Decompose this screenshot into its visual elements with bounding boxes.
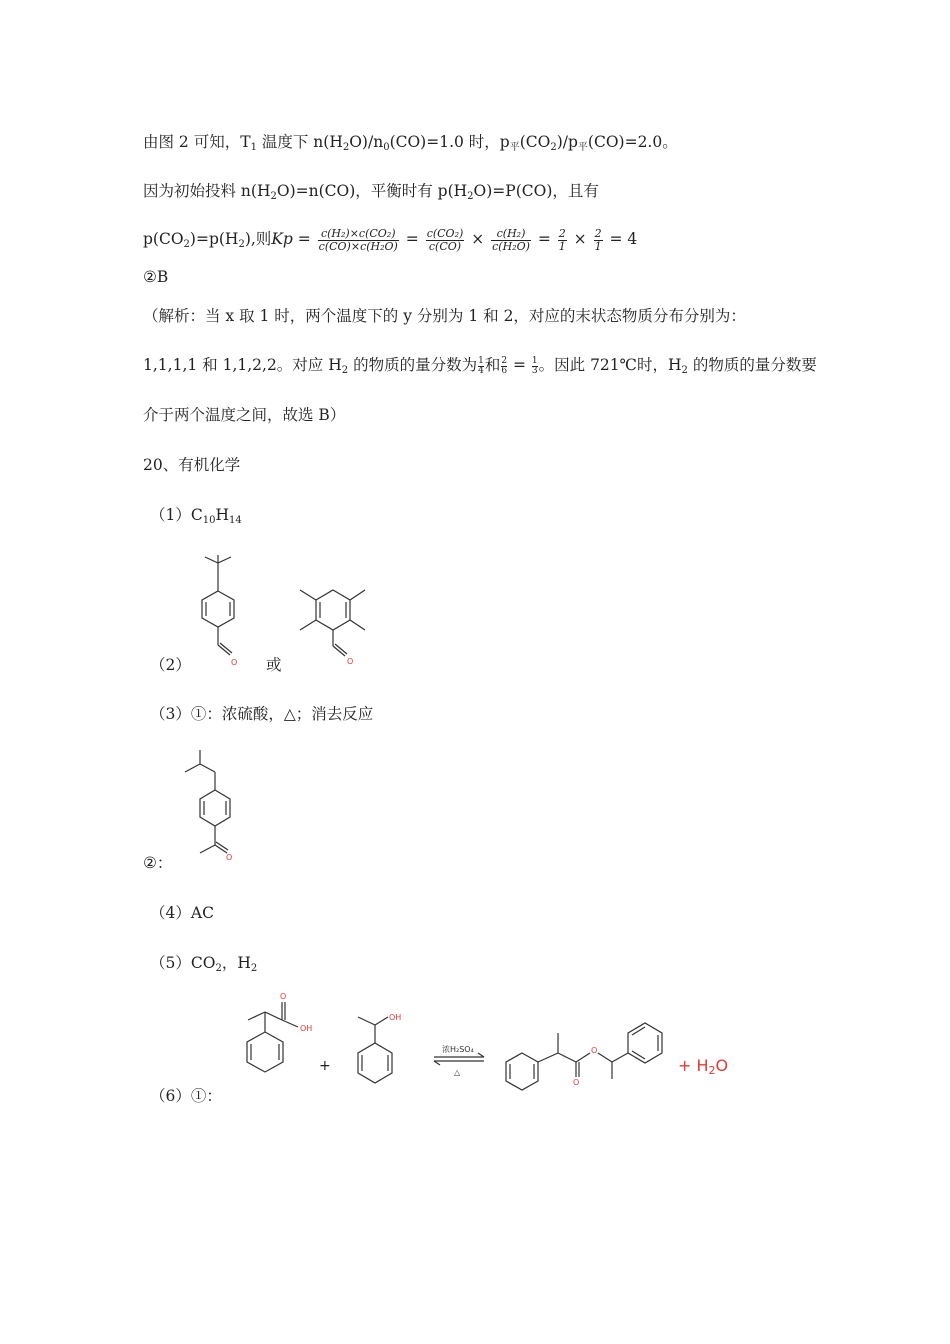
plus-sign-1: + <box>319 1058 331 1074</box>
question-3: （3）①：浓硫酸，△；消去反应 <box>150 705 374 723</box>
structure-isobutylacetophenone <box>180 750 250 865</box>
svg-text:O: O <box>347 657 354 666</box>
svg-text:O: O <box>591 1046 598 1055</box>
structure-tetramethylbenzaldehyde <box>295 580 375 670</box>
text-line-2: 因为初始投料 $n(H_2O)=n(CO)$，平衡时有 $p(H_2O)=P(CO)$，且有 <box>143 182 599 202</box>
equation-kp: $p(CO_2)=p(H_2)$,则Kp = $\frac{\text{c(H₂)×c(CO₂)}}{\text{c(CO)×c(H₂O)}}$ = $\frac{\text{c(CO₂)}}{c(CO)}$ × $\frac{\text{c(H₂)}}{\text{c(H₂O)}}$ = $\frac{2}{1}$ × $\frac{2}{1}$ = 4 <box>143 226 638 253</box>
section-title: 20、有机化学 <box>143 456 241 474</box>
svg-text:O: O <box>280 992 287 1001</box>
svg-text:O: O <box>573 1078 580 1087</box>
question-2-label: （2） <box>150 656 191 674</box>
question-5: $(5)CO_2$，$H_2$ <box>150 954 258 974</box>
answer-b: ②B <box>143 268 169 286</box>
svg-text:浓H₂SO₄: 浓H₂SO₄ <box>442 1045 474 1054</box>
svg-text:OH: OH <box>389 1013 402 1022</box>
svg-text:O: O <box>226 853 233 862</box>
question-3-sub: ②： <box>143 854 173 872</box>
analysis-line-1: （解析：当 x 取 1 时，两个温度下的 y 分别为 1 和 2，对应的末状态物质分布分别为： <box>143 307 746 325</box>
oxygen-label: O <box>231 658 238 667</box>
text-line-1: 由图 2 可知，$T_1$ 温度下 $n(H_2O)/n_0(CO)=1.0$ 时，$p_平(CO_2)/p_平(CO)=2.0$。 <box>143 133 678 153</box>
structure-tert-butylbenzaldehyde <box>185 555 255 670</box>
fraction-1: $\frac{\text{c(H₂)×c(CO₂)}}{\text{c(CO)×c(H₂O)}}$ <box>318 226 398 253</box>
reaction-arrow <box>432 1042 492 1078</box>
svg-text:△: △ <box>454 1068 461 1077</box>
question-4: （4）AC <box>150 904 214 922</box>
fraction-4: $\frac{2}{1}$ <box>558 226 566 253</box>
analysis-line-2: 1,1,1,1 和 1,1,2,2。对应 $H_2$ 的物质的量分数为 $\frac{1}{4}$和 $\frac{2}{6}$ = $\frac{1}{3}$。因此 721℃时，$H_2$ 的物质的量分数要 <box>143 355 817 376</box>
structure-phenylethanol <box>350 1005 410 1090</box>
fraction-3: $\frac{\text{c(H₂)}}{\text{c(H₂O)}}$ <box>492 226 530 253</box>
water-product: + H2O <box>678 1056 729 1077</box>
fraction-5: $\frac{2}{1}$ <box>594 226 602 253</box>
fraction-2: $\frac{\text{c(CO₂)}}{c(CO)}$ <box>426 226 464 253</box>
svg-text:OH: OH <box>300 1024 313 1033</box>
question-6: （6）①： <box>150 1087 222 1105</box>
or-text: 或 <box>266 656 282 674</box>
question-1: $(1)C_{10}H_{14}$ <box>150 506 242 526</box>
structure-phenylpropanoic-acid <box>240 990 320 1090</box>
structure-ester-product <box>500 1015 670 1090</box>
analysis-line-3: 介于两个温度之间，故选 B） <box>143 406 346 424</box>
